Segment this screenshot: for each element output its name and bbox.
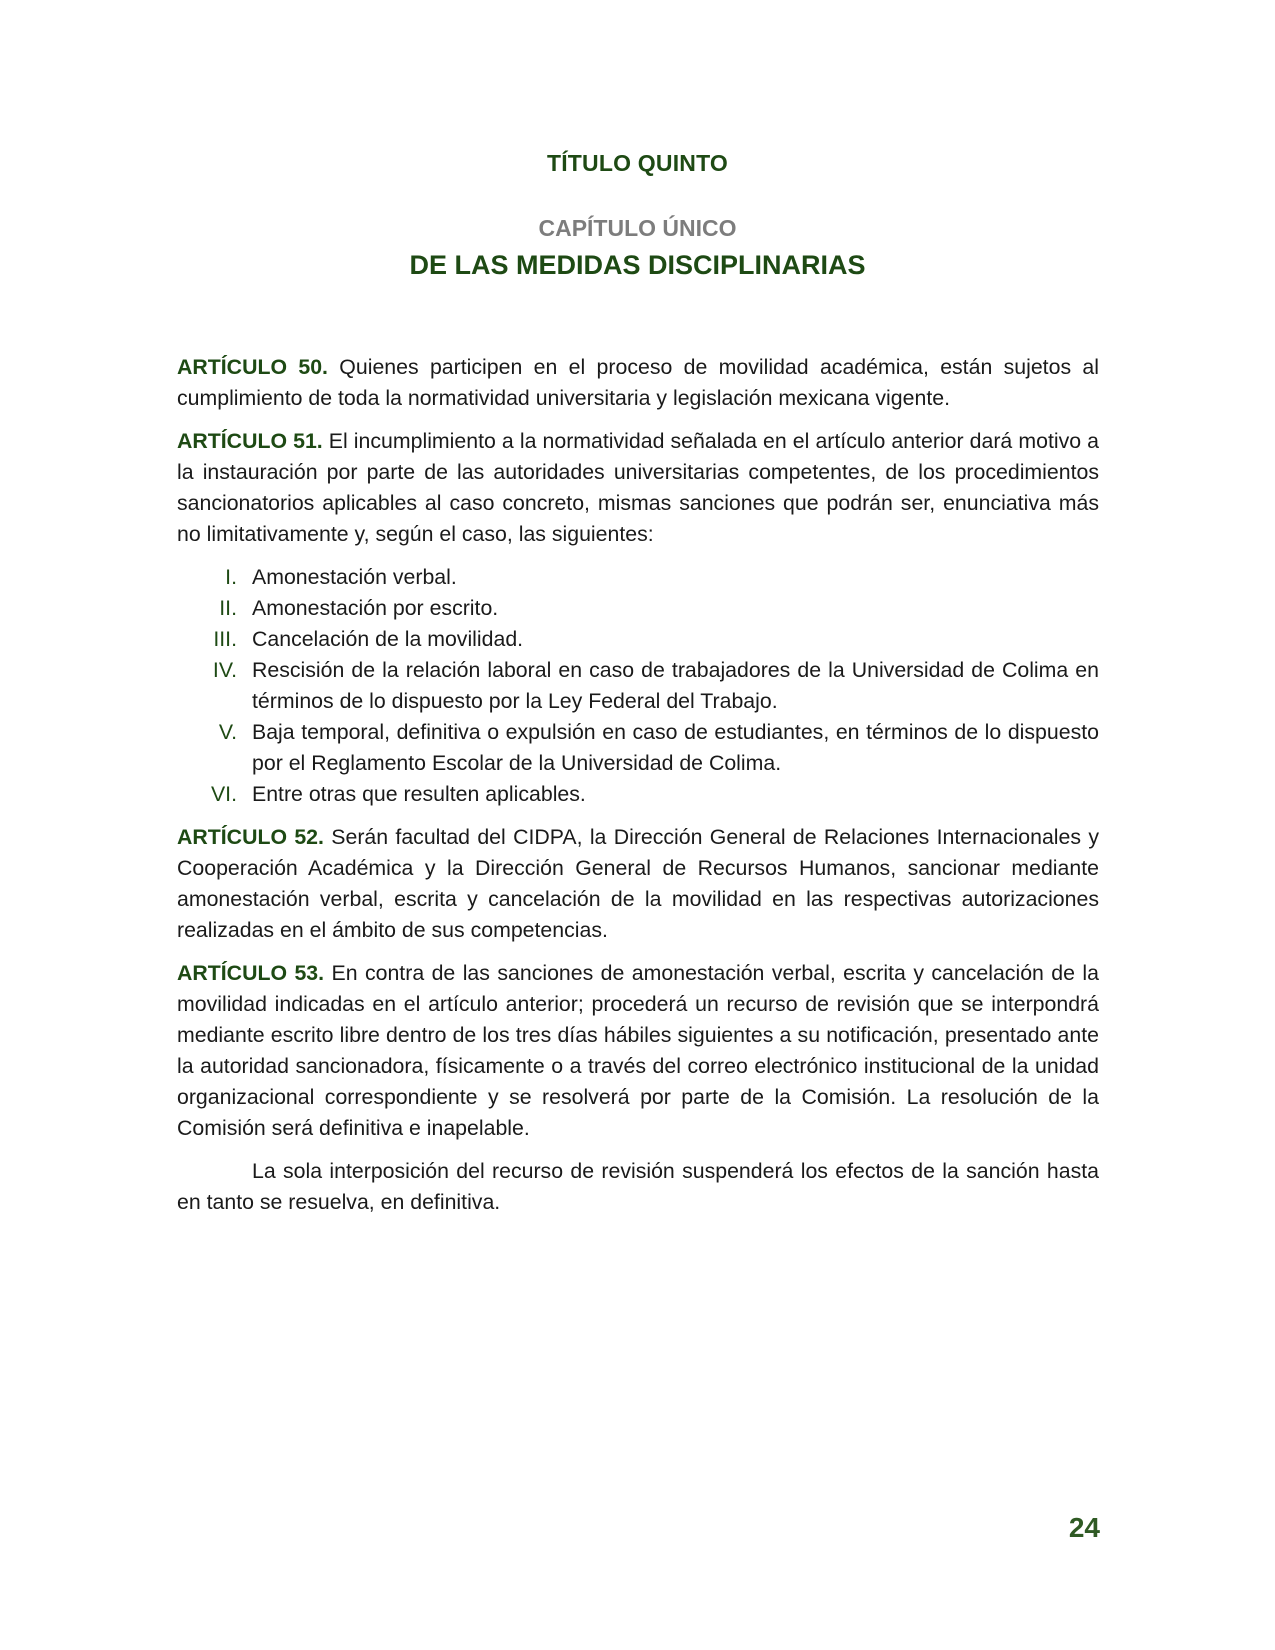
article-53-paragraph: La sola interposición del recurso de revisión suspenderá los efectos de la sanción hasta en tanto se resuelva, en definitiva. — [177, 1159, 1099, 1214]
article-51-text: El incumplimiento a la normatividad señalada en el artículo anterior dará motivo a la instauración por parte de las autoridades universitarias competentes, de los procedimientos sancionatorios aplicables al caso concreto, mismas sanciones que podrán ser, enunciativa más no limitativamente y, según el caso, las siguientes: — [177, 429, 1100, 546]
list-item — [177, 593, 1099, 624]
list-item-number: V. — [218, 720, 237, 744]
list-item-number: VI. — [210, 782, 237, 806]
article-51-label: ARTÍCULO 51. — [177, 429, 323, 453]
list-item — [177, 779, 1099, 810]
page-number: 24 — [1068, 1512, 1100, 1543]
article-53-label: ARTÍCULO 53. — [177, 961, 325, 985]
article-50-label: ARTÍCULO 50. — [177, 355, 328, 379]
chapter-heading: CAPÍTULO ÚNICO — [538, 215, 737, 241]
article-50-text: Quienes participen en el proceso de movilidad académica, están sujetos al cumplimiento de toda la normatividad universitaria y legislación mexicana vigente. — [177, 355, 1099, 410]
article-50 — [177, 352, 1099, 414]
section-title: TÍTULO QUINTO — [546, 150, 729, 176]
list-item-text: Cancelación de la movilidad. — [252, 627, 524, 651]
list-item-text: Baja temporal, definitiva o expulsión en caso de estudiantes, en términos de lo dispuesto por el Reglamento Escolar de la Universidad de Colima. — [252, 720, 1099, 775]
list-item-number: IV. — [212, 658, 237, 682]
article-53 — [177, 958, 1099, 1144]
list-item-text: Amonestación verbal. — [252, 565, 457, 589]
list-item — [177, 562, 1099, 593]
list-item-number: II. — [219, 596, 237, 620]
list-item — [177, 717, 1099, 779]
list-item-number: I. — [225, 565, 237, 589]
list-item — [177, 624, 1099, 655]
article-52 — [177, 822, 1099, 946]
list-item — [177, 655, 1099, 717]
sanctions-list — [177, 562, 1099, 810]
list-item-text: Entre otras que resulten aplicables. — [252, 782, 586, 806]
list-item-text: Rescisión de la relación laboral en caso de trabajadores de la Universidad de Colima en términos de lo dispuesto por la Ley Federal del Trabajo. — [252, 658, 1099, 713]
chapter-subtitle: DE LAS MEDIDAS DISCIPLINARIAS — [409, 250, 866, 280]
document-body — [177, 352, 1099, 1218]
article-52-label: ARTÍCULO 52. — [177, 825, 324, 849]
list-item-text: Amonestación por escrito. — [252, 596, 499, 620]
article-53-text: En contra de las sanciones de amonestación verbal, escrita y cancelación de la movilidad indicadas en el artículo anterior; procederá un recurso de revisión que se interpondrá mediante escrito libre dentro de los tres días hábiles siguientes a su notificación, presentado ante la autoridad sancionadora, físicamente o a través del correo electrónico institucional de la unidad organizacional correspondiente y se resolverá por parte de la Comisión. La resolución de la Comisión será definitiva e inapelable. — [177, 961, 1099, 1140]
list-item-number: III. — [213, 627, 237, 651]
article-52-text: Serán facultad del CIDPA, la Dirección General de Relaciones Internacionales y Cooperación Académica y la Dirección General de Recursos Humanos, sancionar mediante amonestación verbal, escrita y cancelación de la movilidad en las respectivas autorizaciones realizadas en el ámbito de sus competencias. — [177, 825, 1099, 942]
article-51 — [177, 426, 1099, 550]
